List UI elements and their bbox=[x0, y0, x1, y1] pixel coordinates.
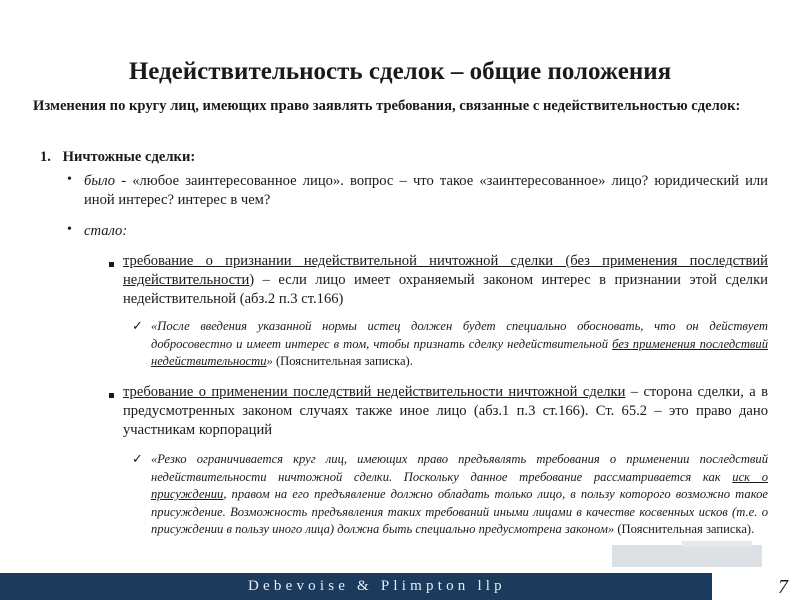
quote-close: » bbox=[266, 354, 273, 368]
section-heading bbox=[40, 149, 195, 166]
bullet-was-text: - «любое заинтересованное лицо». вопрос – что такое «заинтересованное» лицо? юридический или иной интерес? интерес в чем? bbox=[84, 173, 768, 208]
watermark-logo-icon bbox=[612, 541, 762, 569]
bullet-marker: • bbox=[67, 222, 72, 237]
checkmark-icon: ✓ bbox=[132, 451, 143, 466]
square-bullet-icon bbox=[109, 262, 114, 267]
section-number: 1. bbox=[40, 149, 51, 165]
quote-text: «Резко ограничивается круг лиц, имеющих право предъявлять требования о применении последствий недействительности ничтожной сделки. Поскольку данное требование рассматривается как bbox=[151, 452, 768, 484]
firm-name: Debevoise & Plimpton llp bbox=[248, 578, 506, 594]
intro-text: Изменения по кругу лиц, имеющих право заявлять требования, связанные с недействительностью сделок: bbox=[33, 98, 741, 114]
footer bbox=[0, 573, 800, 600]
sub-item-underlined: требование о признании недействительной ничтожной сделки (без применения последствий недействительности bbox=[123, 253, 768, 288]
sub-item-rest: – сторона сделки, а в предусмотренных законом случаях также иное лицо (абз.1 п.3 ст.166). Ст. 65.2 – это право дано участникам корпораций bbox=[123, 384, 768, 438]
page-number: 7 bbox=[778, 576, 788, 598]
quote-underlined: без применения последствий недействительности bbox=[151, 336, 768, 368]
footer-bar bbox=[0, 573, 712, 600]
bullet-was-lead: было bbox=[84, 173, 116, 189]
sub-item-rest: ) – если лицо имеет охраняемый законом интерес в признании этой сделки недействительной (абз.2 п.3 ст.166) bbox=[123, 272, 768, 307]
quote-source: (Пояснительная записка). bbox=[614, 522, 755, 536]
bullet-marker: • bbox=[67, 172, 72, 187]
sub-item-invalidity-claim bbox=[123, 252, 768, 309]
sub-item-consequences-claim bbox=[123, 383, 768, 440]
quote-text: «После введения указанной нормы истец должен будет специально обосновать, что он действует добросовестно и имеет интерес в том, чтобы признать сделку недействительной bbox=[151, 319, 768, 351]
quote-text-continued: , правом на его предъявление должно обладать только лицо, в пользу которого возможно такое присуждение. Возможность предъявления таких требований иными лицами в качестве косвенных исков (т.е. о присуждении в пользу иного лица) должна быть специально предусмотрена законом» bbox=[151, 487, 768, 536]
section-label: Ничтожные сделки: bbox=[62, 149, 196, 165]
page-number-box bbox=[712, 573, 800, 600]
quote-underlined: иск о присуждении bbox=[151, 469, 768, 501]
quote-source: (Пояснительная записка). bbox=[272, 354, 413, 368]
checkmark-icon: ✓ bbox=[132, 318, 143, 333]
bullet-was bbox=[84, 172, 768, 210]
quote-explanatory-note-2 bbox=[151, 451, 768, 539]
quote-explanatory-note-1 bbox=[151, 318, 768, 371]
slide-title: Недействительность сделок – общие положения bbox=[128, 58, 672, 85]
bullet-now-lead: стало: bbox=[84, 223, 128, 239]
square-bullet-icon bbox=[109, 393, 114, 398]
sub-item-underlined: требование о применении последствий недействительности ничтожной сделки bbox=[123, 384, 626, 400]
